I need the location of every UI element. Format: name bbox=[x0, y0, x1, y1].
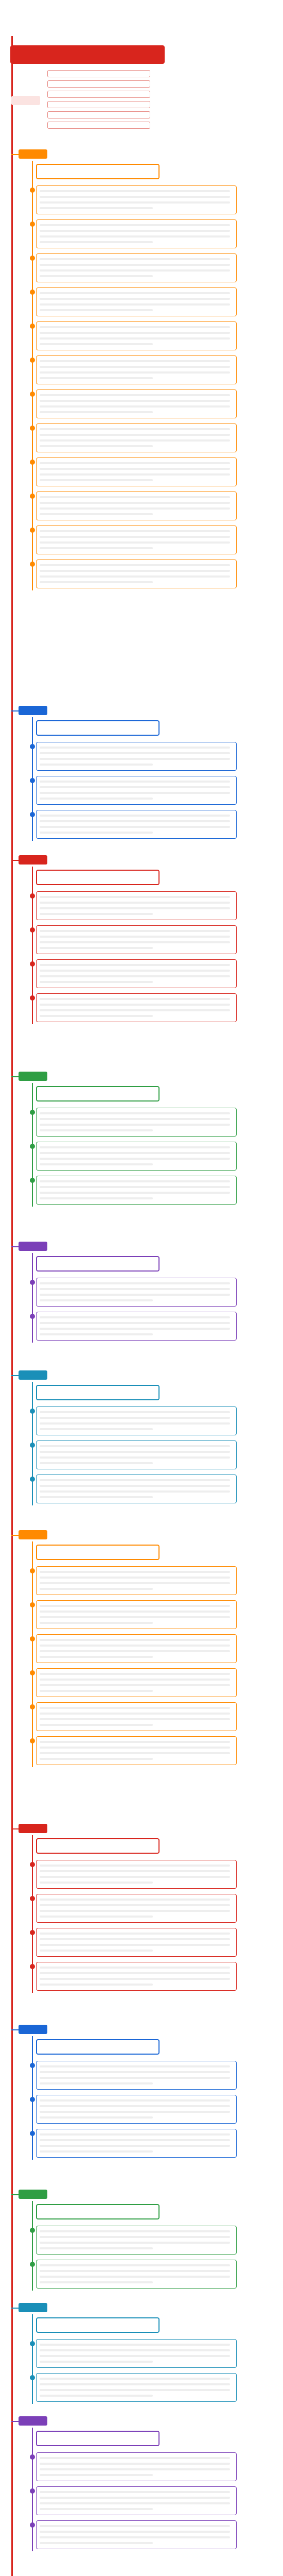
detail-card bbox=[36, 287, 237, 316]
detail-card bbox=[36, 925, 237, 954]
section-branch-line bbox=[32, 1835, 33, 1993]
detail-card bbox=[36, 1600, 237, 1629]
detail-card bbox=[36, 1736, 237, 1765]
section-connector bbox=[11, 1076, 19, 1077]
summary-row bbox=[47, 80, 150, 88]
section-branch-line bbox=[32, 1382, 33, 1505]
leading-stocks-summary bbox=[11, 70, 155, 137]
summary-row bbox=[47, 122, 150, 129]
section-branch-line bbox=[32, 717, 33, 841]
detail-card bbox=[36, 355, 237, 384]
section-headline bbox=[36, 1385, 160, 1400]
section-tag bbox=[19, 1530, 47, 1539]
detail-card bbox=[36, 993, 237, 1022]
detail-card bbox=[36, 219, 237, 248]
detail-card bbox=[36, 1860, 237, 1889]
detail-card bbox=[36, 526, 237, 554]
section-connector bbox=[11, 2421, 19, 2422]
detail-card bbox=[36, 1278, 237, 1307]
detail-card bbox=[36, 1566, 237, 1595]
section-connector bbox=[11, 2029, 19, 2030]
section-headline bbox=[36, 1838, 160, 1854]
detail-card bbox=[36, 1702, 237, 1731]
section-branch-line bbox=[32, 2314, 33, 2404]
section-headline bbox=[36, 1545, 160, 1560]
section-branch-line bbox=[32, 1541, 33, 1767]
section-tag bbox=[19, 1072, 47, 1081]
section-headline bbox=[36, 2431, 160, 2446]
detail-card bbox=[36, 1142, 237, 1171]
section-tag bbox=[19, 2025, 47, 2034]
section-tag bbox=[19, 1824, 47, 1833]
detail-card bbox=[36, 891, 237, 920]
detail-card bbox=[36, 389, 237, 418]
detail-card bbox=[36, 2061, 237, 2090]
section-headline bbox=[36, 1086, 160, 1101]
detail-card bbox=[36, 423, 237, 452]
detail-card bbox=[36, 1176, 237, 1205]
detail-card bbox=[36, 1312, 237, 1341]
section-branch-line bbox=[32, 2036, 33, 2160]
section-tag bbox=[19, 2416, 47, 2426]
detail-card bbox=[36, 2339, 237, 2368]
detail-card bbox=[36, 1928, 237, 1957]
detail-card bbox=[36, 1406, 237, 1435]
detail-card bbox=[36, 2095, 237, 2124]
detail-card bbox=[36, 185, 237, 214]
section-headline bbox=[36, 720, 160, 736]
section-connector bbox=[11, 154, 19, 155]
section-tag bbox=[19, 2190, 47, 2199]
section-headline bbox=[36, 2039, 160, 2055]
section-branch-line bbox=[32, 161, 33, 590]
section-tag bbox=[19, 1370, 47, 1380]
section-tag bbox=[19, 855, 47, 865]
summary-row bbox=[47, 101, 150, 108]
summary-row bbox=[47, 111, 150, 118]
section-tag bbox=[19, 149, 47, 159]
section-connector bbox=[11, 1828, 19, 1829]
detail-card bbox=[36, 457, 237, 486]
detail-card bbox=[36, 2486, 237, 2515]
detail-card bbox=[36, 810, 237, 839]
detail-card bbox=[36, 1894, 237, 1923]
detail-card bbox=[36, 1962, 237, 1991]
section-branch-line bbox=[32, 2201, 33, 2291]
section-connector bbox=[11, 1375, 19, 1376]
section-headline bbox=[36, 2317, 160, 2333]
section-branch-line bbox=[32, 2428, 33, 2551]
detail-card bbox=[36, 2520, 237, 2549]
section-connector bbox=[11, 860, 19, 861]
summary-label bbox=[11, 96, 40, 105]
section-headline bbox=[36, 1256, 160, 1272]
section-branch-line bbox=[32, 1253, 33, 1343]
section-tag bbox=[19, 1242, 47, 1251]
page-title bbox=[10, 45, 165, 64]
detail-card bbox=[36, 1634, 237, 1663]
section-branch-line bbox=[32, 1083, 33, 1207]
section-branch-line bbox=[32, 867, 33, 1024]
detail-card bbox=[36, 1108, 237, 1137]
detail-card bbox=[36, 1475, 237, 1503]
section-headline bbox=[36, 870, 160, 885]
summary-row bbox=[47, 91, 150, 98]
detail-card bbox=[36, 2129, 237, 2158]
section-connector bbox=[11, 2308, 19, 2309]
section-headline bbox=[36, 164, 160, 179]
section-connector bbox=[11, 2194, 19, 2195]
section-connector bbox=[11, 710, 19, 711]
detail-card bbox=[36, 742, 237, 771]
detail-card bbox=[36, 776, 237, 805]
summary-row bbox=[47, 70, 150, 77]
section-connector bbox=[11, 1246, 19, 1247]
detail-card bbox=[36, 2452, 237, 2481]
detail-card bbox=[36, 560, 237, 588]
detail-card bbox=[36, 321, 237, 350]
detail-card bbox=[36, 492, 237, 520]
detail-card bbox=[36, 959, 237, 988]
detail-card bbox=[36, 2373, 237, 2402]
detail-card bbox=[36, 2226, 237, 2255]
section-headline bbox=[36, 2204, 160, 2219]
section-tag bbox=[19, 2303, 47, 2312]
section-tag bbox=[19, 706, 47, 715]
detail-card bbox=[36, 1440, 237, 1469]
detail-card bbox=[36, 1668, 237, 1697]
section-connector bbox=[11, 1535, 19, 1536]
detail-card bbox=[36, 2260, 237, 2289]
detail-card bbox=[36, 253, 237, 282]
